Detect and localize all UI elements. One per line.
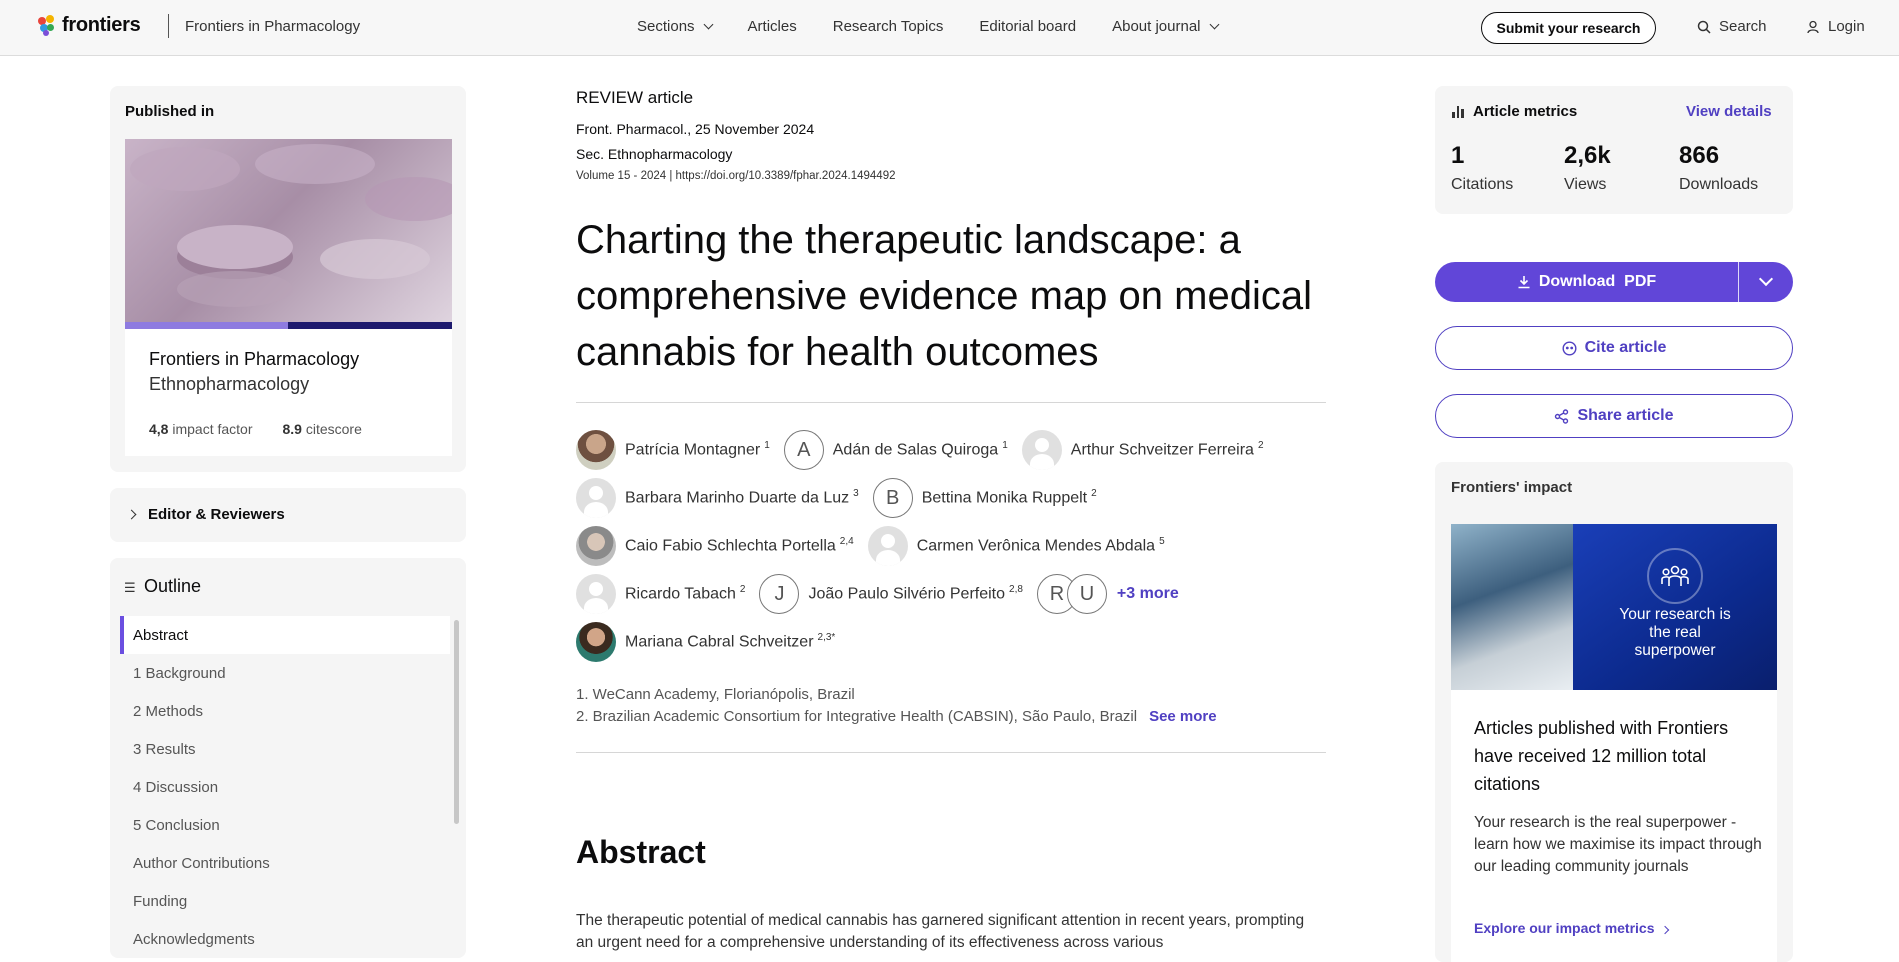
outline-item-funding[interactable]: Funding <box>133 892 188 910</box>
journal-metrics <box>149 421 362 437</box>
quote-icon <box>1562 341 1577 356</box>
journal-info-box <box>125 329 452 456</box>
share-icon <box>1554 409 1569 424</box>
people-icon <box>1647 548 1703 604</box>
logo-separator <box>168 14 169 38</box>
vaccination-photo <box>1451 524 1573 690</box>
button-split <box>1738 262 1739 302</box>
article-doi[interactable]: Volume 15 - 2024 | https://doi.org/10.3389/fphar.2024.1494492 <box>576 170 896 182</box>
author-avatar <box>576 430 616 470</box>
view-details-link[interactable]: View details <box>1686 103 1772 120</box>
author-avatar <box>1022 430 1062 470</box>
chevron-down-icon <box>703 20 713 30</box>
share-label: Share article <box>1577 407 1674 424</box>
cite-article-button[interactable] <box>1435 326 1793 370</box>
outline-title: Outline <box>144 576 202 596</box>
frontiers-logo-icon <box>38 15 56 37</box>
author[interactable] <box>759 574 1022 614</box>
nav-research-topics-label: Research Topics <box>832 18 944 35</box>
editor-reviewers-toggle[interactable] <box>110 488 466 542</box>
citescore: 8.9 citescore <box>282 421 362 437</box>
journal-cover-image[interactable] <box>125 139 452 322</box>
author-name: João Paulo Silvério Perfeito $^{2,8}$ <box>808 584 1023 603</box>
top-navigation-bar <box>0 0 1899 56</box>
download-label: Download PDF <box>1538 273 1657 290</box>
metric-downloads: 866 Downloads <box>1679 142 1759 193</box>
impact-body: Your research is the real superpower - learn how we maximise its impact through our leading community journals <box>1474 814 1762 875</box>
download-pdf-button[interactable] <box>1435 262 1793 302</box>
chevron-right-icon <box>1661 926 1669 934</box>
search-icon <box>1697 20 1711 34</box>
download-icon <box>1517 275 1531 289</box>
outline-item-discussion[interactable]: 4 Discussion <box>133 778 219 796</box>
download-pdf-main[interactable] <box>1435 262 1738 302</box>
frontiers-logo[interactable] <box>38 14 140 37</box>
bar-chart-icon <box>1452 106 1464 118</box>
published-in-label: Published in <box>125 103 215 120</box>
author-avatar: R <box>1037 574 1077 614</box>
outline-item-conclusion[interactable]: 5 Conclusion <box>133 816 220 834</box>
author-avatar: J <box>759 574 799 614</box>
author-name: Barbara Marinho Duarte da Luz $^3$ <box>625 488 859 507</box>
metric-citations: 1 Citations <box>1451 142 1514 193</box>
author[interactable] <box>576 478 859 518</box>
author[interactable] <box>868 526 1165 566</box>
outline-item-methods[interactable]: 2 Methods <box>133 702 204 720</box>
author[interactable] <box>784 430 1008 470</box>
author-name: Mariana Cabral Schveitzer $^{2,3*}$ <box>625 632 836 651</box>
author-avatar <box>576 622 616 662</box>
impact-content <box>1451 690 1777 962</box>
nav-about-journal[interactable] <box>1112 18 1217 35</box>
chevron-down-icon[interactable] <box>1759 272 1773 286</box>
explore-impact-label: Explore our impact metrics <box>1474 920 1655 936</box>
cite-label: Cite article <box>1584 339 1667 356</box>
chevron-down-icon <box>1209 20 1219 30</box>
outline-item-author-contributions[interactable]: Author Contributions <box>133 854 270 872</box>
author-name: Patrícia Montagner $^1$ <box>625 440 770 459</box>
impact-label: Frontiers' impact <box>1451 479 1573 496</box>
impact-factor: 4,8 impact factor <box>149 421 253 437</box>
author-name: Arthur Schveitzer Ferreira $^2$ <box>1070 440 1264 459</box>
outline-list <box>120 616 450 958</box>
published-in-card <box>110 86 466 472</box>
abstract-heading: Abstract <box>576 834 706 870</box>
article-type: REVIEW article <box>576 88 694 107</box>
nav-research-topics[interactable] <box>833 18 944 35</box>
banner-text: Your research is the real superpower <box>1619 606 1731 659</box>
main-nav <box>637 18 1254 35</box>
search-label: Search <box>1719 18 1767 35</box>
divider <box>576 402 1326 403</box>
editor-reviewers-label: Editor & Reviewers <box>148 506 285 523</box>
outline-item-background[interactable]: 1 Background <box>133 664 226 682</box>
metrics-title: Article metrics <box>1473 103 1578 120</box>
author-avatar <box>868 526 908 566</box>
author-name: Carmen Verônica Mendes Abdala $^5$ <box>916 536 1165 555</box>
publication-date: Front. Pharmacol., 25 November 2024 <box>576 121 815 137</box>
nav-editorial-board[interactable] <box>979 18 1076 35</box>
author-name: Ricardo Tabach $^2$ <box>625 584 746 603</box>
author[interactable] <box>576 574 745 614</box>
author-list <box>576 426 1326 666</box>
explore-impact-link[interactable] <box>1474 920 1668 936</box>
author[interactable] <box>576 526 854 566</box>
author-avatar: U <box>1067 574 1107 614</box>
nav-articles[interactable] <box>748 18 797 35</box>
outline-scrollbar[interactable] <box>454 620 459 824</box>
outline-card <box>110 558 466 958</box>
search-button[interactable] <box>1697 18 1767 35</box>
author-name: Caio Fabio Schlechta Portella $^{2,4}$ <box>625 536 854 555</box>
article-metrics-card <box>1435 86 1793 214</box>
author-avatar <box>576 478 616 518</box>
affiliations <box>576 684 1326 728</box>
login-label: Login <box>1828 18 1865 35</box>
impact-banner-image[interactable] <box>1451 524 1777 690</box>
nav-sections[interactable] <box>637 18 712 35</box>
nav-about-journal-label: About journal <box>1112 18 1201 35</box>
author-name: Bettina Monika Ruppelt $^2$ <box>921 488 1097 507</box>
author[interactable] <box>1022 430 1264 470</box>
user-icon <box>1806 20 1820 34</box>
journal-title[interactable]: Frontiers in Pharmacology <box>149 349 360 369</box>
author-avatar <box>576 574 616 614</box>
metric-views: 2,6k Views <box>1564 142 1611 193</box>
pill-image-icon <box>125 139 452 322</box>
see-more-link[interactable]: See more <box>1149 708 1217 725</box>
journal-name-link[interactable]: Frontiers in Pharmacology <box>185 18 361 35</box>
outline-item-results[interactable]: 3 Results <box>133 740 196 758</box>
more-authors-link[interactable]: +3 more <box>1116 585 1179 602</box>
more-authors-avatars[interactable] <box>1037 574 1107 614</box>
author-avatar <box>576 526 616 566</box>
article-title: Charting the therapeutic landscape: a comprehensive evidence map on medical cannabis for health outcomes <box>576 218 1312 374</box>
author[interactable] <box>873 478 1097 518</box>
share-article-button[interactable] <box>1435 394 1793 438</box>
nav-sections-label: Sections <box>637 18 695 35</box>
submit-research-button[interactable]: Submit your research <box>1481 12 1656 44</box>
affiliation: 2. Brazilian Academic Consortium for Integrative Health (CABSIN), São Paulo, Brazil <box>576 708 1138 725</box>
impact-banner-panel <box>1573 524 1777 690</box>
journal-section[interactable]: Ethnopharmacology <box>149 374 310 394</box>
chevron-right-icon <box>127 510 137 520</box>
divider <box>576 752 1326 753</box>
impact-headline: Articles published with Frontiers have received 12 million total citations <box>1474 718 1729 794</box>
abstract-text: The therapeutic potential of medical cannabis has garnered significant attention in recent years, prompting an urgent need for a comprehensive understanding of its effectiveness across various <box>576 912 1305 951</box>
author-avatar: A <box>784 430 824 470</box>
author-avatar: B <box>873 478 913 518</box>
journal-color-bar <box>125 322 452 329</box>
author[interactable] <box>576 430 770 470</box>
frontiers-impact-card <box>1435 462 1793 962</box>
outline-item-acknowledgments[interactable]: Acknowledgments <box>133 930 255 948</box>
login-button[interactable] <box>1806 18 1865 35</box>
outline-item-abstract[interactable]: Abstract <box>120 616 450 654</box>
author-name: Adán de Salas Quiroga $^1$ <box>832 440 1008 459</box>
affiliation: 1. WeCann Academy, Florianópolis, Brazil <box>576 686 855 703</box>
nav-articles-label: Articles <box>747 18 797 35</box>
author[interactable] <box>576 622 835 662</box>
logo-text: frontiers <box>62 14 141 36</box>
article-section: Sec. Ethnopharmacology <box>576 146 733 162</box>
list-icon: ☰ <box>124 580 136 595</box>
nav-editorial-board-label: Editorial board <box>979 18 1077 35</box>
